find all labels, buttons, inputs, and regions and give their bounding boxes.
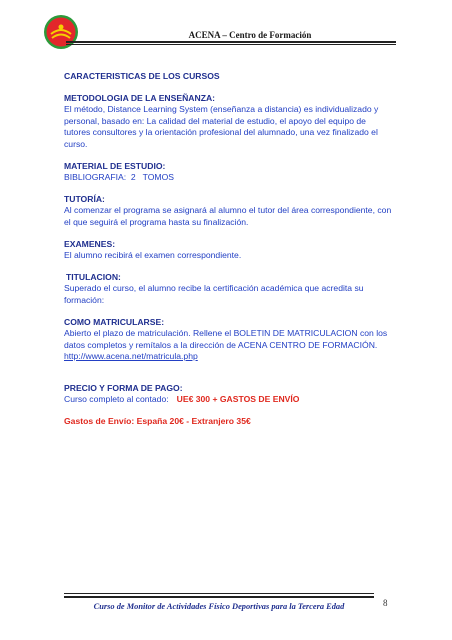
section-titulacion	[64, 272, 394, 307]
section-body: Al comenzar el programa se asignará al alumno el tutor del área correspondiente, con el que seguirá el programa hasta su finalización.	[64, 205, 392, 227]
section-heading: METODOLOGIA DE LA ENSEÑANZA:	[64, 92, 216, 103]
header-divider-thin	[66, 44, 396, 45]
section-heading: EXAMENES:	[64, 238, 116, 249]
page-number: 8	[383, 598, 388, 608]
section-tutoria	[64, 194, 394, 229]
footer-text: Curso de Monitor de Actividades Físico Deportivas para la Tercera Edad	[93, 602, 345, 611]
section-body: BIBLIOGRAFIA: 2 TOMOS	[64, 172, 174, 183]
section-heading: MATERIAL DE ESTUDIO:	[64, 160, 166, 171]
section-heading: TITULACION:	[66, 271, 121, 282]
section-body: El alumno recibirá el examen correspondiente.	[64, 250, 242, 261]
section-heading: PRECIO Y FORMA DE PAGO:	[64, 382, 183, 393]
section-material	[64, 161, 394, 184]
section-body: Superado el curso, el alumno recibe la certificación académica que acredita su formación:	[64, 283, 364, 305]
section-metodologia	[64, 93, 394, 151]
price-label: Curso completo al contado:	[64, 394, 169, 405]
price-line	[64, 394, 394, 406]
section-precio	[64, 383, 394, 428]
section-examenes	[64, 239, 394, 262]
section-body	[64, 328, 394, 363]
section-matricularse	[64, 317, 394, 363]
matricula-link[interactable]: http://www.acena.net/matricula.php	[64, 351, 198, 362]
header-title: ACENA – Centro de Formación	[188, 30, 312, 40]
document-body	[64, 71, 394, 438]
matricula-text: Abierto el plazo de matriculación. Rellene el BOLETIN DE MATRICULACION con los datos completos y remítalos a la dirección de ACENA CENTRO DE FORMACIÓN.	[64, 328, 388, 350]
header-divider	[66, 41, 396, 43]
section-body: El método, Distance Learning System (enseñanza a distancia) es individualizado y personal, basado en: La calidad del material de estudio, el apoyo del equipo de tutores consultores y la orientación profesional del alumnado, una vez finalizado el curso.	[64, 104, 379, 149]
section-caracteristicas	[64, 71, 394, 83]
footer-divider	[64, 596, 374, 598]
section-heading: TUTORÍA:	[64, 193, 105, 204]
price-value: UE€ 300 + GASTOS DE ENVÍO	[176, 394, 300, 405]
section-heading: CARACTERISTICAS DE LOS CURSOS	[64, 71, 220, 81]
section-heading: COMO MATRICULARSE:	[64, 316, 165, 327]
footer-divider-thin	[64, 593, 374, 594]
shipping-costs: Gastos de Envío: España 20€ - Extranjero 35€	[64, 416, 251, 427]
